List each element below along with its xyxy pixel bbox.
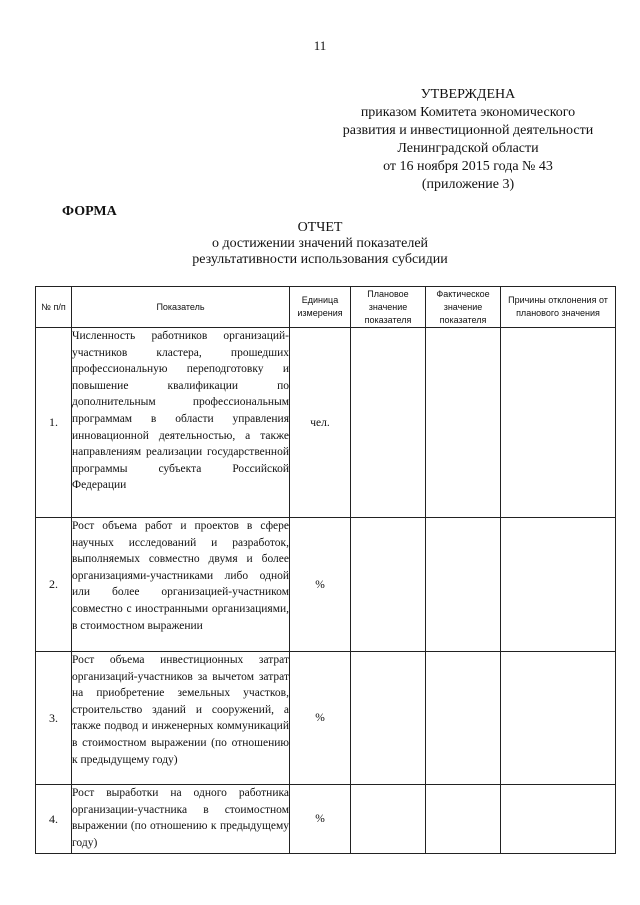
table-row	[36, 785, 616, 854]
header-unit: Единица измерения	[290, 287, 351, 328]
row-indicator: Рост объема инвестиционных затрат организаций-участников за вычетом затрат на приобретение земельных участков, строительство зданий и сооружений, а также подвод и инженерных коммуникаций в стоимостном выражении (по отношению к предыдущему году)	[72, 652, 290, 785]
report-subtitle-line: результативности использования субсидии	[192, 252, 448, 267]
row-reasons	[501, 518, 616, 652]
approval-block	[330, 86, 606, 194]
header-actual: Фактическое значение показателя	[426, 287, 501, 328]
header-num: № п/п	[36, 287, 72, 328]
row-indicator: Рост объема работ и проектов в сфере научных исследований и разработок, выполняемых совместно двумя и более организациями-участниками либо одной или более организацией-участником совместно с иностранными организациями, в стоимостном выражении	[72, 518, 290, 652]
approval-line: от 16 ноября 2015 года № 43	[383, 159, 553, 174]
table-row	[36, 328, 616, 518]
row-reasons	[501, 652, 616, 785]
row-unit: %	[290, 652, 351, 785]
indicators-table	[35, 286, 616, 854]
row-planned	[351, 328, 426, 518]
row-number: 1.	[36, 328, 72, 518]
row-unit: чел.	[290, 328, 351, 518]
row-actual	[426, 785, 501, 854]
row-actual	[426, 518, 501, 652]
report-title: ОТЧЕТ	[297, 220, 343, 235]
row-reasons	[501, 328, 616, 518]
row-number: 2.	[36, 518, 72, 652]
header-planned: Плановое значение показателя	[351, 287, 426, 328]
approval-line: (приложение 3)	[421, 177, 515, 192]
table-header-row	[36, 287, 616, 328]
row-planned	[351, 652, 426, 785]
row-unit: %	[290, 518, 351, 652]
approval-line: Ленинградской области	[397, 141, 539, 156]
row-number: 3.	[36, 652, 72, 785]
report-title-block	[0, 220, 640, 268]
row-number: 4.	[36, 785, 72, 854]
row-unit: %	[290, 785, 351, 854]
row-indicator: Численность работников организаций-участников кластера, прошедших профессиональную переподготовку и повышение квалификации по дополнительным профессиональным программам в области управления инновационной деятельностью, а также направлениям реализации государственной программы субъекта Российской Федерации	[72, 328, 290, 518]
page-number: 11	[313, 38, 327, 53]
report-subtitle-line: о достижении значений показателей	[211, 236, 429, 251]
table-row	[36, 652, 616, 785]
table-row	[36, 518, 616, 652]
row-indicator: Рост выработки на одного работника организации-участника в стоимостном выражении (по отношению к предыдущему году)	[72, 785, 290, 854]
approval-line: развития и инвестиционной деятельности	[342, 123, 594, 138]
form-label: ФОРМА	[62, 204, 117, 219]
row-actual	[426, 652, 501, 785]
header-reasons: Причины отклонения от планового значения	[501, 287, 616, 328]
row-planned	[351, 785, 426, 854]
row-planned	[351, 518, 426, 652]
approval-heading: УТВЕРЖДЕНА	[420, 87, 516, 102]
row-actual	[426, 328, 501, 518]
row-reasons	[501, 785, 616, 854]
header-indicator: Показатель	[72, 287, 290, 328]
approval-line: приказом Комитета экономического	[360, 105, 576, 120]
